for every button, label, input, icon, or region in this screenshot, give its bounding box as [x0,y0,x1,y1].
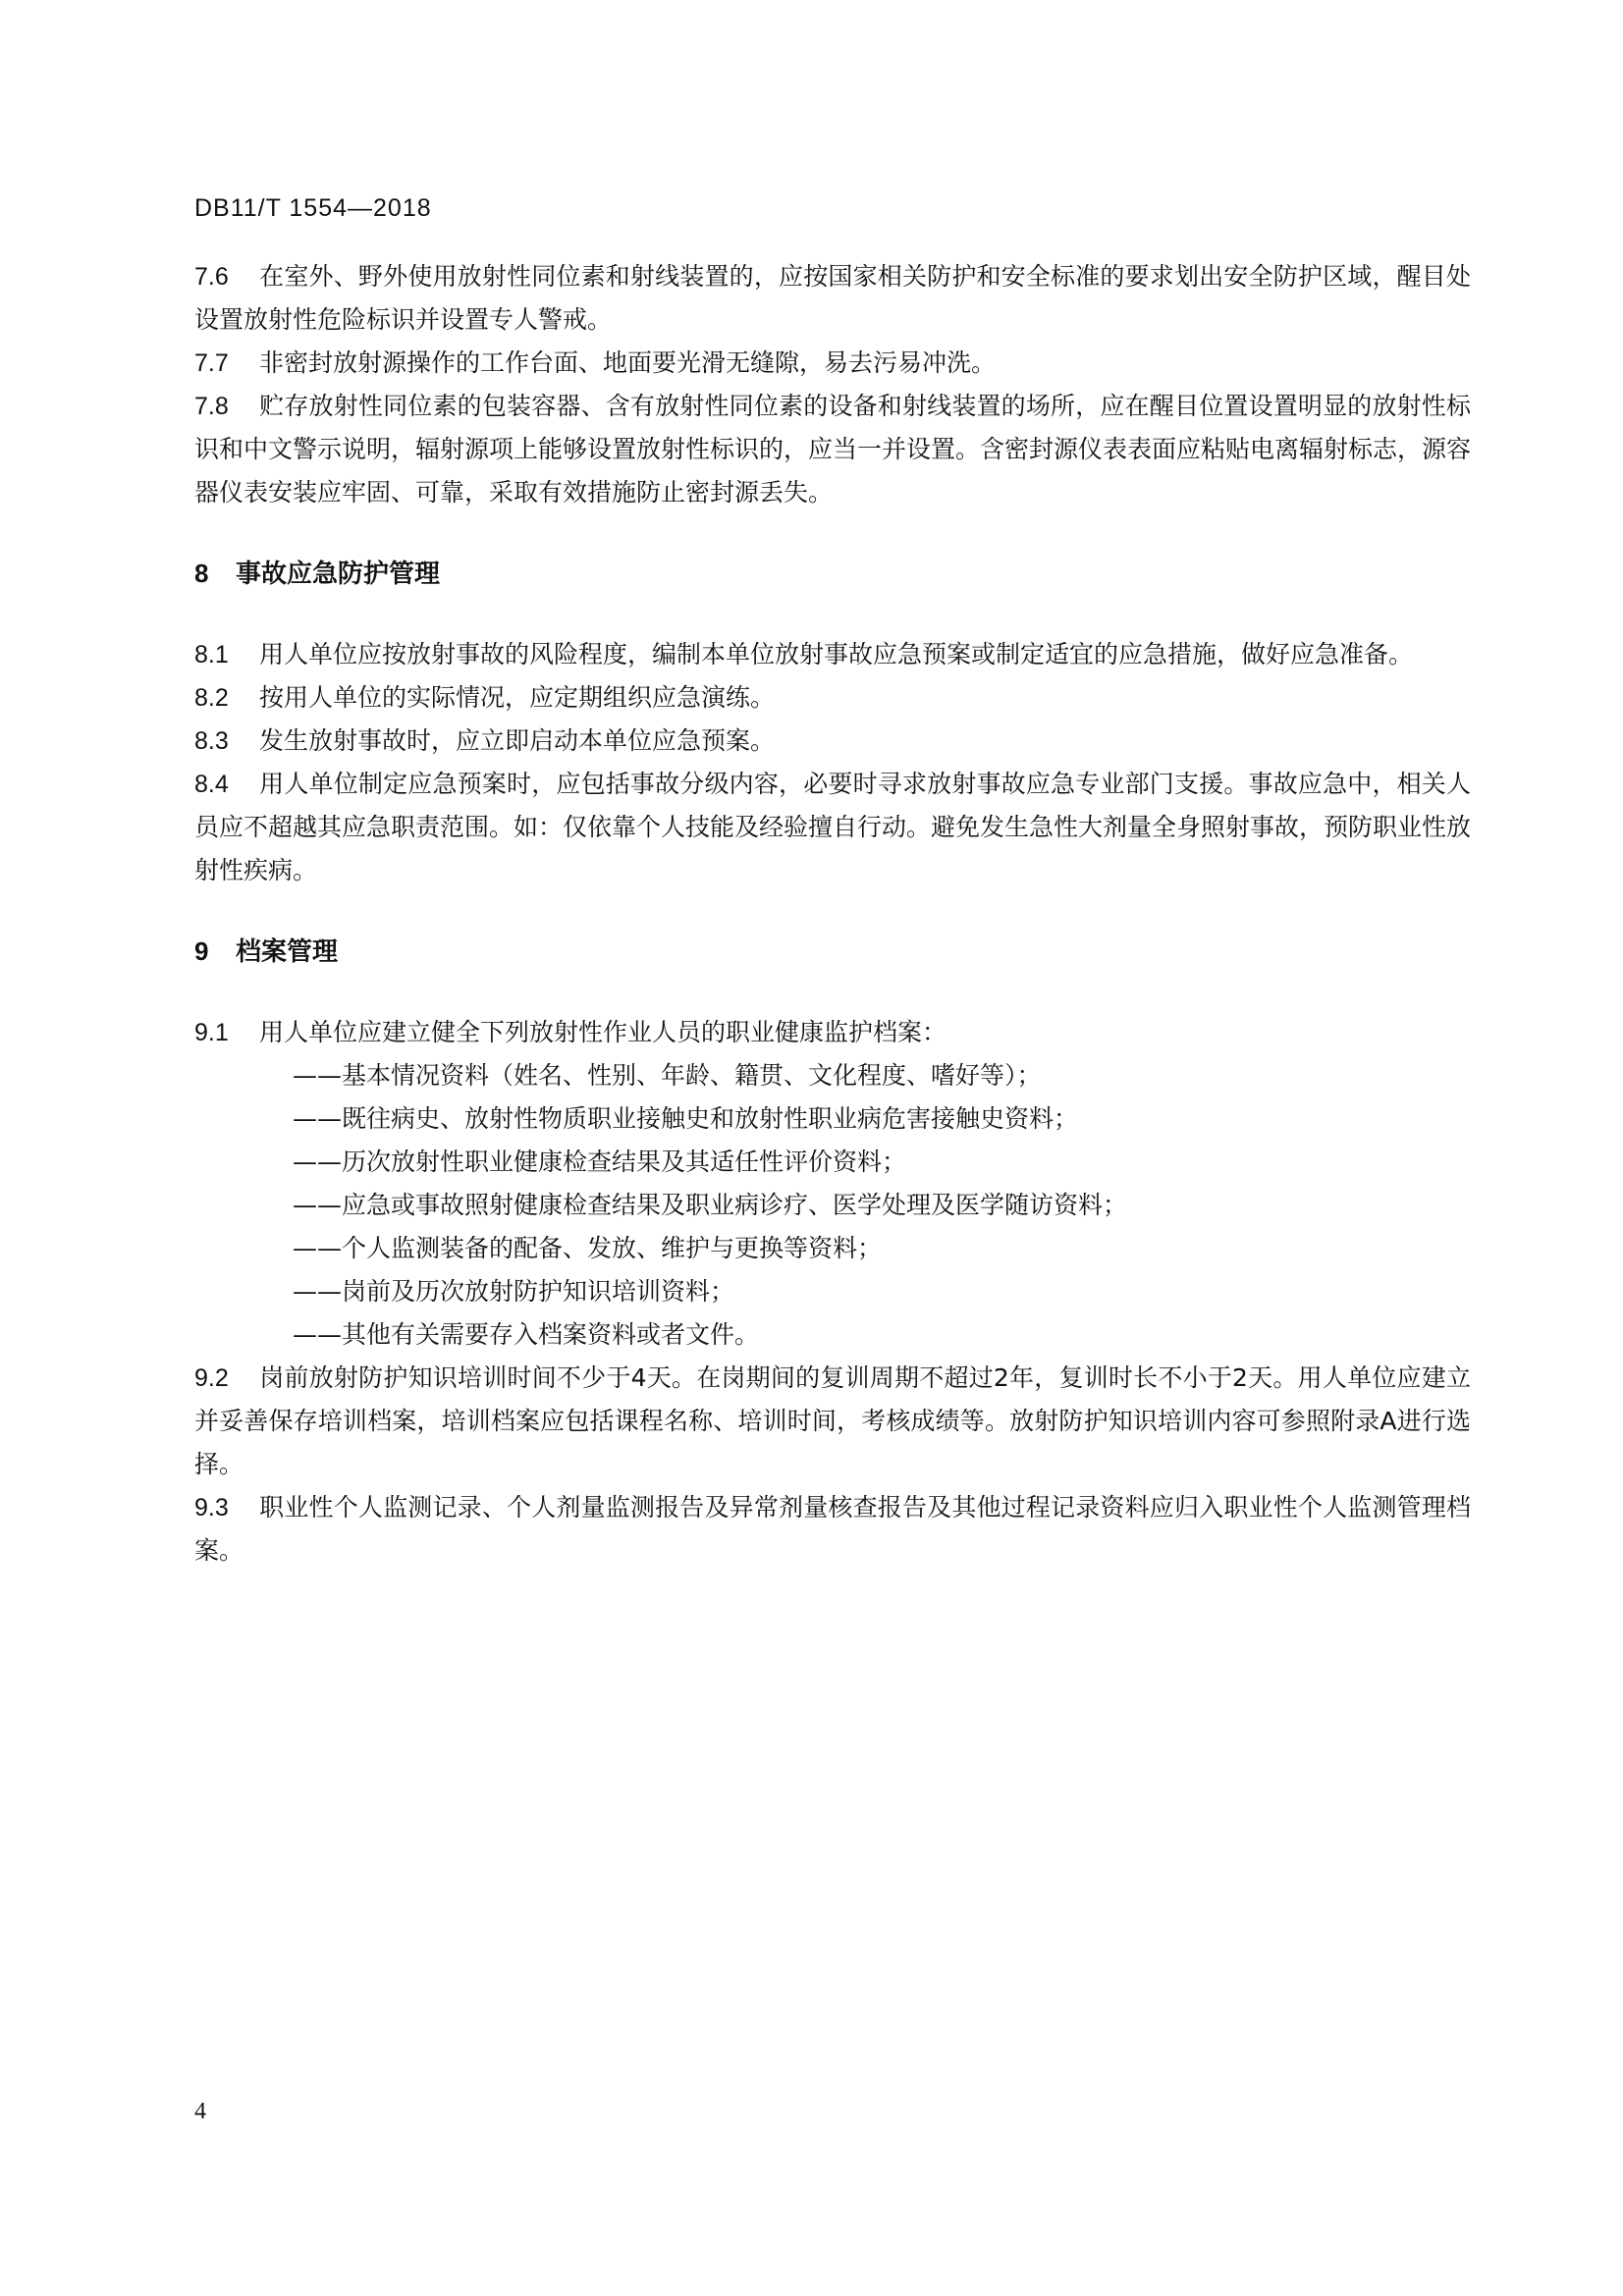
list-item: ——应急或事故照射健康检查结果及职业病诊疗、医学处理及医学随访资料； [293,1191,1128,1219]
section-number: 9 [194,936,209,966]
clause-text: 非密封放射源操作的工作台面、地面要光滑无缝隙，易去污易冲洗。 [259,348,997,377]
clause-text: 用人单位制定应急预案时，应包括事故分级内容，必要时寻求放射事故应急专业部门支援。事故应急中，相关人员应不超越其应急职责范围。如：仅依靠个人技能及经验擅自行动。避免发生急性大剂量全身照射事故，预防职业性放射性疾病。 [194,770,1472,884]
clause-number: 8.3 [194,727,229,755]
clause-7-7 [194,342,1471,385]
clause-number: 7.7 [194,349,229,377]
page-content [194,255,1471,1573]
clause-text: 岗前放射防护知识培训时间不少于4天。在岗期间的复训周期不超过2年，复训时长不小于2天。用人单位应建立并妥善保存培训档案，培训档案应包括课程名称、培训时间，考核成绩等。放射防护知识培训内容可参照附录A进行选择。 [194,1363,1471,1478]
list-item: ——其他有关需要存入档案资料或者文件。 [293,1320,760,1349]
clause-8-1 [194,633,1471,676]
page-number: 4 [194,2099,206,2124]
clause-9-1 [194,1011,1471,1054]
clause-text: 职业性个人监测记录、个人剂量监测报告及异常剂量核查报告及其他过程记录资料应归入职业性个人监测管理档案。 [194,1493,1471,1565]
clause-number: 8.1 [194,641,229,668]
clause-text: 发生放射事故时，应立即启动本单位应急预案。 [259,726,776,755]
clause-number: 8.2 [194,684,229,712]
section-9-heading [194,930,1471,974]
section-8-heading [194,552,1471,596]
clause-number: 9.1 [194,1019,229,1046]
section-number: 8 [194,559,209,588]
clause-number: 9.2 [194,1364,229,1392]
clause-number: 9.3 [194,1494,229,1522]
section-title: 事故应急防护管理 [236,560,441,589]
clause-9-3 [194,1486,1471,1573]
clause-text: 用人单位应建立健全下列放射性作业人员的职业健康监护档案： [259,1018,947,1046]
list-item: ——既往病史、放射性物质职业接触史和放射性职业病危害接触史资料； [293,1104,1079,1133]
section-title: 档案管理 [236,937,339,967]
list-item: ——岗前及历次放射防护知识培训资料； [293,1277,735,1306]
clause-text: 按用人单位的实际情况，应定期组织应急演练。 [259,683,776,712]
archive-contents-list [194,1054,1471,1357]
clause-8-3 [194,720,1471,763]
clause-text: 贮存放射性同位素的包装容器、含有放射性同位素的设备和射线装置的场所，应在醒目位置设置明显的放射性标识和中文警示说明，辐射源项上能够设置放射性标识的，应当一并设置。含密封源仪表表面应粘贴电离辐射标志，源容器仪表安装应牢固、可靠，采取有效措施防止密封源丢失。 [194,392,1472,507]
clause-8-2 [194,676,1471,720]
document-id-header: DB11/T 1554—2018 [194,194,432,222]
clause-number: 8.4 [194,771,229,798]
clause-7-6 [194,255,1471,342]
list-item: ——个人监测装备的配备、发放、维护与更换等资料； [293,1234,883,1262]
clause-number: 7.6 [194,263,229,291]
list-item: ——基本情况资料（姓名、性别、年龄、籍贯、文化程度、嗜好等）； [293,1061,1042,1090]
clause-8-4 [194,763,1471,892]
clause-text: 在室外、野外使用放射性同位素和射线装置的，应按国家相关防护和安全标准的要求划出安全防护区域，醒目处设置放射性危险标识并设置专人警戒。 [194,262,1471,334]
clause-number: 7.8 [194,393,229,420]
clause-text: 用人单位应按放射事故的风险程度，编制本单位放射事故应急预案或制定适宜的应急措施，做好应急准备。 [259,640,1414,668]
clause-9-2 [194,1357,1471,1486]
list-item: ——历次放射性职业健康检查结果及其适任性评价资料； [293,1148,907,1176]
clause-7-8 [194,385,1471,514]
